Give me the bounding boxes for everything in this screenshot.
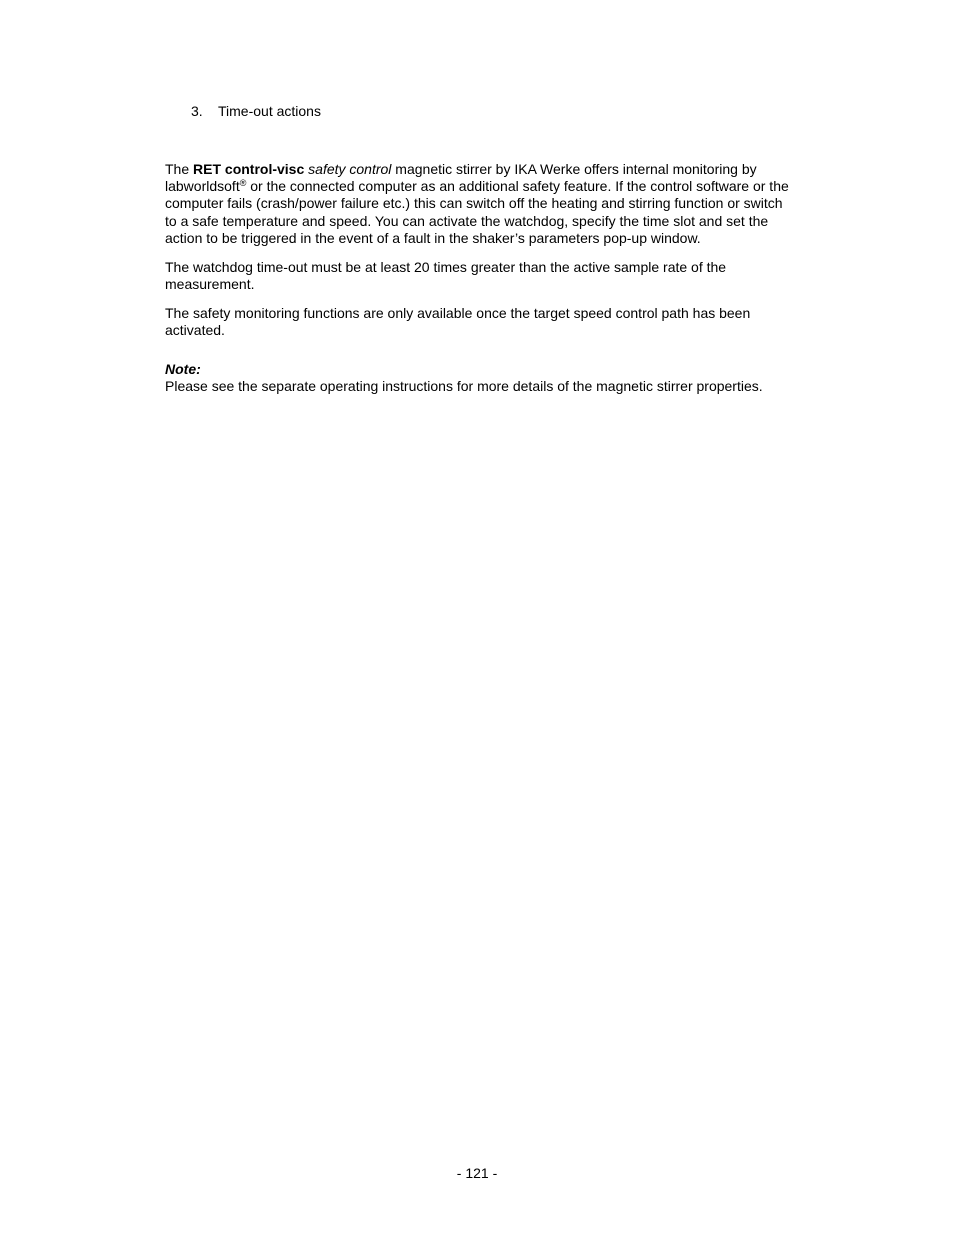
page-number: - 121 - (456, 1165, 498, 1181)
note-text: Please see the separate operating instructions for more details of the magnetic stirrer properties. (165, 378, 763, 395)
registered-mark: ® (239, 178, 247, 189)
product-mode: safety control (308, 161, 392, 177)
paragraph-watchdog-timeout: The watchdog time-out must be at least 20 times greater than the active sample rate of the measurement. (165, 258, 727, 292)
note-block (165, 361, 793, 395)
list-item-label: Time-out actions (218, 103, 321, 119)
product-name: RET control-visc (193, 161, 305, 177)
paragraph-safety-feature (165, 161, 793, 247)
paragraph-text-a: magnetic stirrer by IKA Werke offers internal monitoring by labworldsoft (165, 161, 757, 195)
paragraph-safety-monitoring: The safety monitoring functions are only available once the target speed control path has been activated. (165, 304, 751, 338)
note-heading: Note: (165, 361, 201, 378)
numbered-list-item (191, 103, 321, 120)
list-item-number: 3. (191, 103, 203, 119)
body-content (165, 161, 793, 395)
paragraph-text-b: or the connected computer as an additional safety feature. If the control software or the computer fails (crash/power failure etc.) this can switch off the heating and stirring function or switch to a safe temperature and speed. You can activate the watchdog, specify the time slot and set the action to be triggered in the event of a fault in the shaker’s parameters pop-up window. (165, 178, 789, 246)
paragraph-lead: The (165, 161, 194, 177)
